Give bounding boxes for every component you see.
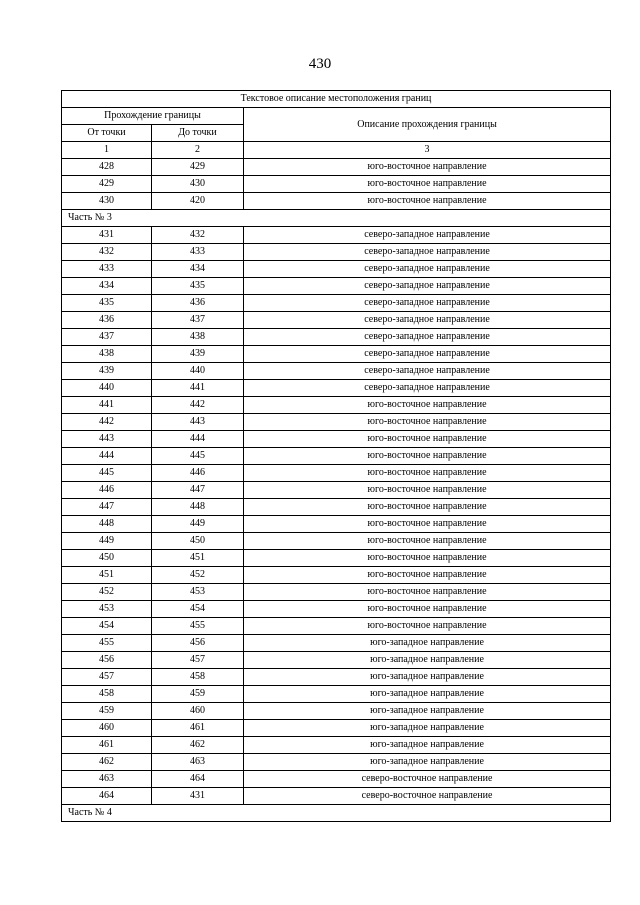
to-point-cell: 435 [152,278,244,295]
table-row [62,448,611,465]
table-row [62,601,611,618]
to-point-cell: 462 [152,737,244,754]
table-row [62,482,611,499]
from-point-cell: 451 [62,567,152,584]
from-point-cell: 447 [62,499,152,516]
column-number: 2 [152,142,244,159]
from-point-cell: 433 [62,261,152,278]
from-point-cell: 453 [62,601,152,618]
from-point-cell: 454 [62,618,152,635]
from-point-cell: 450 [62,550,152,567]
table-row [62,414,611,431]
direction-cell: северо-западное направление [244,363,611,380]
to-point-cell: 464 [152,771,244,788]
direction-cell: юго-восточное направление [244,567,611,584]
column-number-row [62,142,611,159]
to-point-cell: 439 [152,346,244,363]
table-row [62,669,611,686]
table-row [62,295,611,312]
table-row [62,159,611,176]
direction-cell: юго-западное направление [244,686,611,703]
to-point-cell: 454 [152,601,244,618]
from-point-cell: 443 [62,431,152,448]
table-row [62,635,611,652]
to-point-cell: 437 [152,312,244,329]
table-row [62,193,611,210]
table-row [62,499,611,516]
direction-cell: юго-восточное направление [244,176,611,193]
table-row [62,329,611,346]
table-row [62,533,611,550]
direction-cell: юго-восточное направление [244,618,611,635]
description-header: Описание прохождения границы [244,108,611,142]
from-point-cell: 439 [62,363,152,380]
direction-cell: юго-западное направление [244,720,611,737]
to-point-cell: 457 [152,652,244,669]
direction-cell: юго-западное направление [244,652,611,669]
direction-cell: юго-западное направление [244,635,611,652]
to-point-cell: 459 [152,686,244,703]
direction-cell: юго-восточное направление [244,159,611,176]
direction-cell: юго-восточное направление [244,414,611,431]
direction-cell: юго-западное направление [244,703,611,720]
direction-cell: юго-западное направление [244,669,611,686]
to-point-cell: 453 [152,584,244,601]
direction-cell: юго-восточное направление [244,533,611,550]
direction-cell: юго-восточное направление [244,448,611,465]
to-point-cell: 440 [152,363,244,380]
boundary-description-table [61,90,611,822]
part-heading-row [62,805,611,822]
to-point-cell: 431 [152,788,244,805]
direction-cell: юго-восточное направление [244,516,611,533]
table-row [62,380,611,397]
from-point-cell: 442 [62,414,152,431]
table-row [62,771,611,788]
table-row [62,431,611,448]
from-point-cell: 460 [62,720,152,737]
table-row [62,584,611,601]
to-point-cell: 456 [152,635,244,652]
direction-cell: северо-западное направление [244,227,611,244]
table-title-row [62,91,611,108]
from-point-cell: 448 [62,516,152,533]
direction-cell: северо-восточное направление [244,788,611,805]
table-row [62,244,611,261]
to-point-cell: 461 [152,720,244,737]
direction-cell: юго-западное направление [244,754,611,771]
table-row [62,397,611,414]
header-row [62,108,611,125]
part-heading: Часть № 4 [62,805,611,822]
table-row [62,227,611,244]
direction-cell: северо-западное направление [244,278,611,295]
to-point-cell: 445 [152,448,244,465]
to-point-cell: 451 [152,550,244,567]
to-point-cell: 455 [152,618,244,635]
to-point-header: До точки [152,125,244,142]
from-point-cell: 430 [62,193,152,210]
table-row [62,788,611,805]
column-number: 1 [62,142,152,159]
from-point-cell: 434 [62,278,152,295]
direction-cell: северо-западное направление [244,380,611,397]
table-row [62,465,611,482]
direction-cell: северо-западное направление [244,346,611,363]
from-point-cell: 446 [62,482,152,499]
from-point-cell: 440 [62,380,152,397]
to-point-cell: 420 [152,193,244,210]
from-point-header: От точки [62,125,152,142]
to-point-cell: 430 [152,176,244,193]
table-row [62,261,611,278]
direction-cell: юго-восточное направление [244,465,611,482]
direction-cell: северо-западное направление [244,312,611,329]
table-row [62,550,611,567]
table-row [62,720,611,737]
to-point-cell: 460 [152,703,244,720]
from-point-cell: 431 [62,227,152,244]
to-point-cell: 436 [152,295,244,312]
direction-cell: северо-западное направление [244,244,611,261]
column-number: 3 [244,142,611,159]
from-point-cell: 436 [62,312,152,329]
table-title: Текстовое описание местоположения границ [62,91,611,108]
from-point-cell: 435 [62,295,152,312]
direction-cell: юго-восточное направление [244,397,611,414]
from-point-cell: 444 [62,448,152,465]
to-point-cell: 458 [152,669,244,686]
from-point-cell: 441 [62,397,152,414]
to-point-cell: 452 [152,567,244,584]
table-row [62,686,611,703]
from-point-cell: 459 [62,703,152,720]
to-point-cell: 463 [152,754,244,771]
direction-cell: северо-восточное направление [244,771,611,788]
to-point-cell: 438 [152,329,244,346]
direction-cell: юго-восточное направление [244,550,611,567]
table-row [62,703,611,720]
table-row [62,652,611,669]
to-point-cell: 448 [152,499,244,516]
to-point-cell: 442 [152,397,244,414]
to-point-cell: 443 [152,414,244,431]
from-point-cell: 445 [62,465,152,482]
direction-cell: юго-восточное направление [244,499,611,516]
table-row [62,312,611,329]
from-point-cell: 428 [62,159,152,176]
passage-header: Прохождение границы [62,108,244,125]
page-number: 430 [308,56,332,72]
part-heading: Часть № 3 [62,210,611,227]
to-point-cell: 433 [152,244,244,261]
table-row [62,278,611,295]
direction-cell: северо-западное направление [244,329,611,346]
table-row [62,346,611,363]
table-row [62,567,611,584]
table-row [62,363,611,380]
direction-cell: северо-западное направление [244,261,611,278]
from-point-cell: 464 [62,788,152,805]
to-point-cell: 434 [152,261,244,278]
direction-cell: юго-западное направление [244,737,611,754]
table-row [62,176,611,193]
direction-cell: северо-западное направление [244,295,611,312]
table-row [62,754,611,771]
from-point-cell: 437 [62,329,152,346]
from-point-cell: 432 [62,244,152,261]
part-heading-row [62,210,611,227]
to-point-cell: 450 [152,533,244,550]
direction-cell: юго-восточное направление [244,193,611,210]
from-point-cell: 429 [62,176,152,193]
from-point-cell: 463 [62,771,152,788]
to-point-cell: 446 [152,465,244,482]
to-point-cell: 441 [152,380,244,397]
to-point-cell: 444 [152,431,244,448]
from-point-cell: 461 [62,737,152,754]
to-point-cell: 447 [152,482,244,499]
direction-cell: юго-восточное направление [244,601,611,618]
table-row [62,618,611,635]
from-point-cell: 455 [62,635,152,652]
from-point-cell: 457 [62,669,152,686]
from-point-cell: 449 [62,533,152,550]
from-point-cell: 458 [62,686,152,703]
to-point-cell: 429 [152,159,244,176]
from-point-cell: 438 [62,346,152,363]
from-point-cell: 456 [62,652,152,669]
direction-cell: юго-восточное направление [244,584,611,601]
direction-cell: юго-восточное направление [244,431,611,448]
from-point-cell: 462 [62,754,152,771]
to-point-cell: 432 [152,227,244,244]
table-row [62,737,611,754]
to-point-cell: 449 [152,516,244,533]
from-point-cell: 452 [62,584,152,601]
direction-cell: юго-восточное направление [244,482,611,499]
table-row [62,516,611,533]
